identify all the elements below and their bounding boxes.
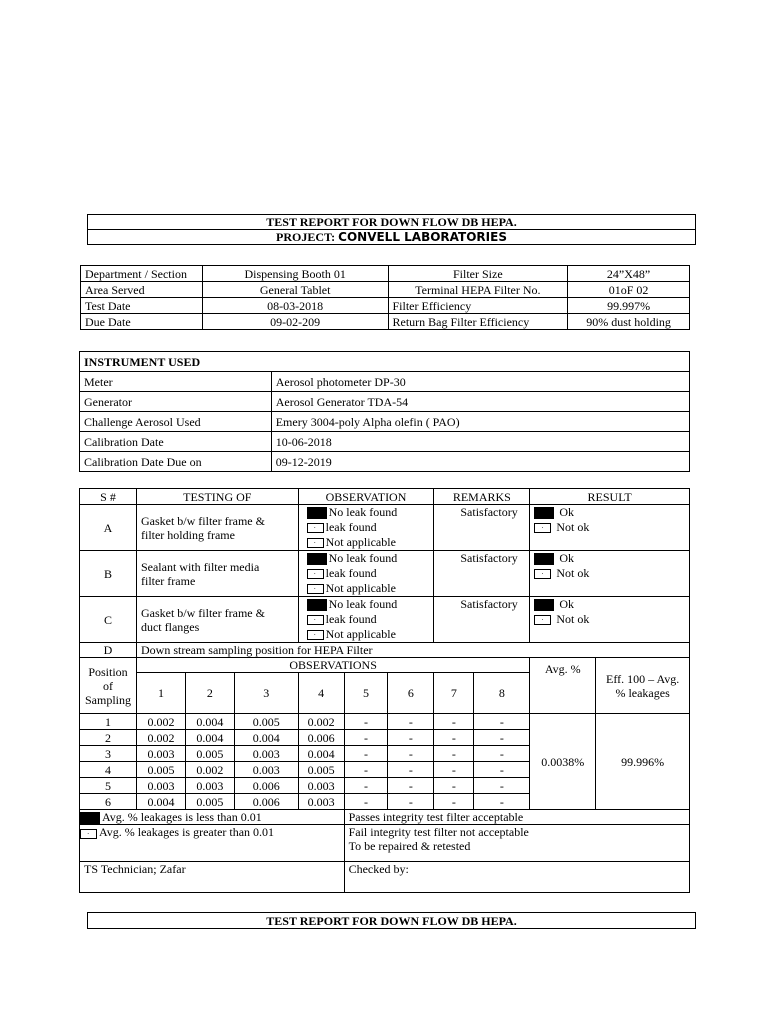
report-title-block [87,214,696,245]
sample-cell: 0.004 [185,730,234,746]
instrument-value: Aerosol Generator TDA-54 [271,392,689,412]
obs-col-header: 3 [234,673,298,714]
col-sno: S # [80,489,137,505]
instrument-key: Meter [80,372,272,392]
sample-cell: - [344,794,388,810]
sample-cell: 0.004 [185,714,234,730]
observations-header: OBSERVATIONS [136,658,529,673]
sample-pos: 2 [80,730,137,746]
col-remarks: REMARKS [434,489,530,505]
test-id: C [80,597,137,643]
sample-cell: 0.003 [136,746,185,762]
instrument-value: Emery 3004-poly Alpha olefin ( PAO) [271,412,689,432]
sample-cell: - [344,730,388,746]
checkbox[interactable]: · [307,569,324,579]
conclusion-greater: · Avg. % leakages is greater than 0.01 [80,825,345,862]
sample-cell: - [434,730,474,746]
sample-cell: 0.006 [234,778,298,794]
sample-cell: - [474,730,530,746]
sample-cell: 0.004 [136,794,185,810]
sample-cell: 0.002 [136,714,185,730]
observation-options: No leak found · leak found · Not applicable [298,551,434,597]
info-value: 90% dust holding [568,314,690,330]
footer-title-block [87,912,696,929]
observation-options: No leak found · leak found · Not applicable [298,505,434,551]
info-value: General Tablet [202,282,388,298]
test-id: B [80,551,137,597]
checkbox-checked[interactable] [307,599,327,611]
result-options: Ok · Not ok [530,551,690,597]
test-id: A [80,505,137,551]
instrument-heading: INSTRUMENT USED [80,352,690,372]
project-label: PROJECT: [276,230,336,244]
sample-cell: 0.006 [234,794,298,810]
sample-cell: 0.005 [185,794,234,810]
test-label: Gasket b/w filter frame & duct flanges [136,597,298,643]
info-key: Return Bag Filter Efficiency [388,314,568,330]
col-testing: TESTING OF [136,489,298,505]
checkbox[interactable]: · [534,523,551,533]
info-key: Filter Size [388,266,568,282]
table-row [80,505,690,551]
sample-pos: 6 [80,794,137,810]
info-value: 01oF 02 [568,282,690,298]
sample-pos: 3 [80,746,137,762]
table-row [80,643,690,658]
sample-cell: - [474,714,530,730]
project-name: CONVELL LABORATORIES [338,230,507,244]
sample-cell: 0.004 [234,730,298,746]
sample-cell: - [344,746,388,762]
sample-cell: 0.005 [136,762,185,778]
sample-cell: 0.003 [298,778,344,794]
col-observation: OBSERVATION [298,489,434,505]
checkbox-checked[interactable] [80,812,100,824]
sample-cell: - [474,778,530,794]
checkbox[interactable]: · [307,630,324,640]
eff-header: Eff. 100 – Avg. % leakages [596,658,690,714]
info-value: Dispensing Booth 01 [202,266,388,282]
technician: TS Technician; Zafar [80,862,345,893]
avg-value: 0.0038% [530,714,596,810]
sample-cell: 0.003 [234,762,298,778]
sample-cell: 0.004 [298,746,344,762]
info-key: Area Served [81,282,203,298]
obs-col-header: 5 [344,673,388,714]
sample-cell: - [388,778,434,794]
report-title: TEST REPORT FOR DOWN FLOW DB HEPA. [88,215,696,230]
sample-cell: 0.005 [298,762,344,778]
conclusion-less: Avg. % leakages is less than 0.01 [80,810,345,825]
checkbox[interactable]: · [534,569,551,579]
table-row [80,597,690,643]
remark: Satisfactory [434,551,530,597]
checkbox[interactable]: · [534,615,551,625]
instrument-value: 10-06-2018 [271,432,689,452]
sample-cell: 0.005 [185,746,234,762]
info-value: 24”X48” [568,266,690,282]
instrument-key: Calibration Date Due on [80,452,272,472]
checkbox-checked[interactable] [307,507,327,519]
sample-cell: 0.002 [298,714,344,730]
sample-cell: 0.003 [136,778,185,794]
instrument-value: Aerosol photometer DP-30 [271,372,689,392]
obs-col-header: 8 [474,673,530,714]
eff-value: 99.996% [596,714,690,810]
sample-cell: - [434,794,474,810]
info-value: 08-03-2018 [202,298,388,314]
checkbox[interactable]: · [80,829,97,839]
sample-cell: 0.005 [234,714,298,730]
info-key: Due Date [81,314,203,330]
checkbox[interactable]: · [307,584,324,594]
conclusion-fail: Fail integrity test filter not acceptable To be repaired & retested [344,825,689,862]
instrument-key: Calibration Date [80,432,272,452]
instrument-value: 09-12-2019 [271,452,689,472]
table-row [80,551,690,597]
avg-header: Avg. % [530,658,596,714]
sample-cell: - [434,778,474,794]
checked-by: Checked by: [344,862,689,893]
instrument-table [79,351,690,472]
checkbox-checked[interactable] [307,553,327,565]
sample-pos: 4 [80,762,137,778]
observation-options: No leak found · leak found · Not applicable [298,597,434,643]
remark: Satisfactory [434,597,530,643]
checkbox-checked[interactable] [534,553,554,565]
info-value: 99.997% [568,298,690,314]
test-label: Sealant with filter media filter frame [136,551,298,597]
sample-cell: - [344,762,388,778]
test-id: D [80,643,137,658]
sample-cell: - [434,746,474,762]
instrument-key: Challenge Aerosol Used [80,412,272,432]
checkbox-checked[interactable] [534,507,554,519]
obs-col-header: 1 [136,673,185,714]
sample-cell: - [388,730,434,746]
sample-cell: 0.002 [136,730,185,746]
test-label: Gasket b/w filter frame & filter holding frame [136,505,298,551]
sample-cell: - [434,762,474,778]
obs-col-header: 2 [185,673,234,714]
obs-col-header: 4 [298,673,344,714]
sample-cell: - [474,746,530,762]
sample-cell: - [344,778,388,794]
filter-info-table [80,265,690,330]
sample-cell: - [388,714,434,730]
sample-cell: - [474,794,530,810]
info-key: Filter Efficiency [388,298,568,314]
sample-cell: - [388,794,434,810]
result-options: Ok · Not ok [530,505,690,551]
project-line [88,230,696,245]
checkbox[interactable]: · [307,523,324,533]
checkbox[interactable]: · [307,538,324,548]
sample-cell: - [388,762,434,778]
result-options: Ok · Not ok [530,597,690,643]
sample-cell: 0.003 [234,746,298,762]
sample-cell: 0.003 [185,778,234,794]
sample-cell: 0.002 [185,762,234,778]
info-value: 09-02-209 [202,314,388,330]
remark: Satisfactory [434,505,530,551]
obs-col-header: 7 [434,673,474,714]
obs-col-header: 6 [388,673,434,714]
info-key: Department / Section [81,266,203,282]
test-label: Down stream sampling position for HEPA Filter [136,643,689,658]
checkbox[interactable]: · [307,615,324,625]
sample-pos: 5 [80,778,137,794]
position-header: Position of Sampling [80,658,137,714]
sample-cell: - [388,746,434,762]
info-key: Terminal HEPA Filter No. [388,282,568,298]
sample-cell: - [434,714,474,730]
conclusion-pass: Passes integrity test filter acceptable [344,810,689,825]
footer-title: TEST REPORT FOR DOWN FLOW DB HEPA. [88,913,696,929]
checkbox-checked[interactable] [534,599,554,611]
instrument-key: Generator [80,392,272,412]
test-results-table [79,488,690,893]
sample-cell: 0.003 [298,794,344,810]
sample-cell: 0.006 [298,730,344,746]
table-row [80,714,690,730]
info-key: Test Date [81,298,203,314]
sample-cell: - [474,762,530,778]
col-result: RESULT [530,489,690,505]
sample-pos: 1 [80,714,137,730]
sample-cell: - [344,714,388,730]
